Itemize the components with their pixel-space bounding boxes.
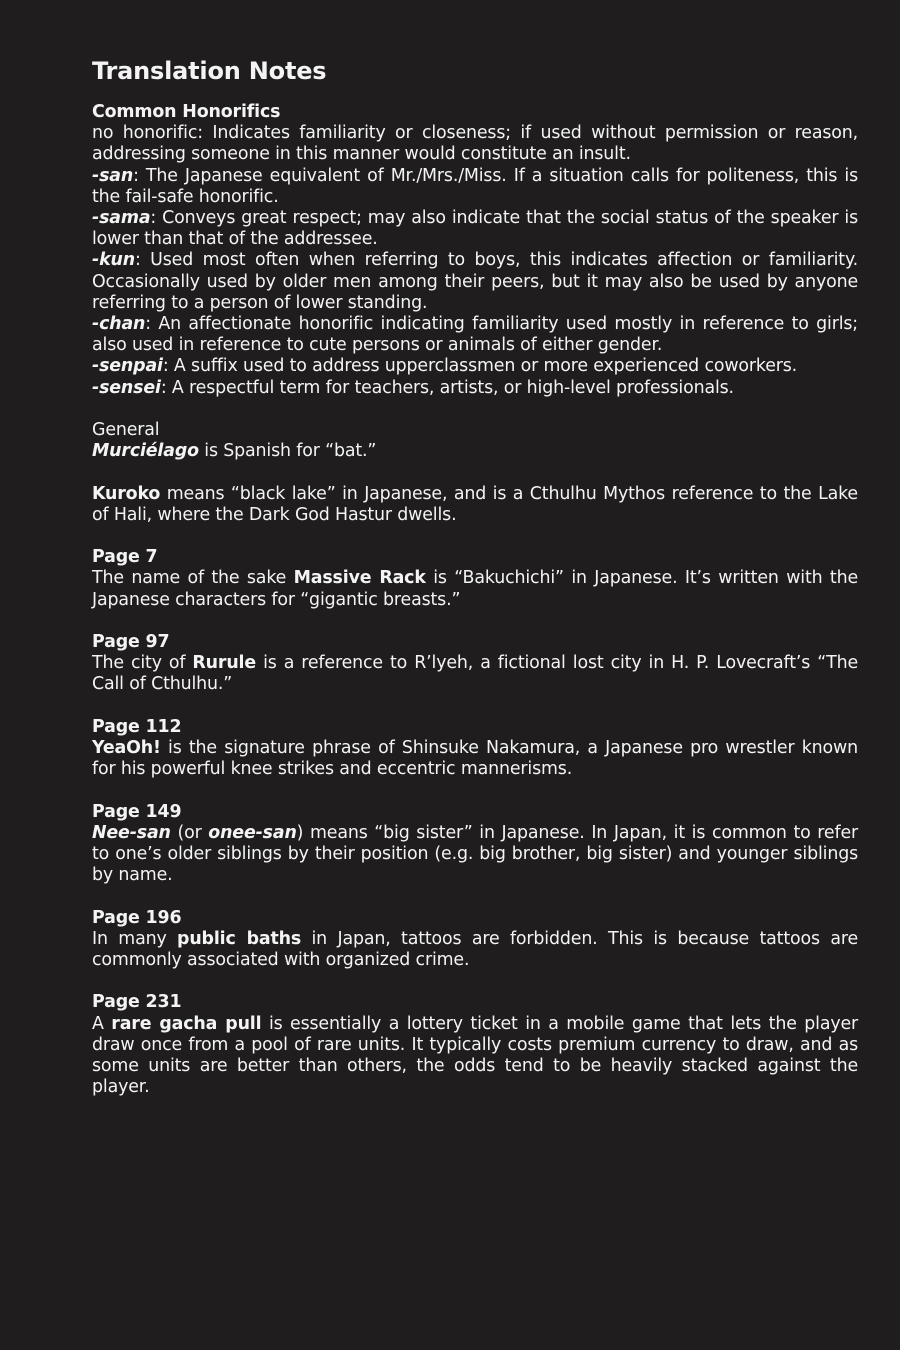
page-97-post: is a reference to R’lyeh, a fictional lost city in H. P. Lovecraft’s “The Call of Cthulhu.” bbox=[92, 653, 858, 695]
page-97-term: Rurule bbox=[192, 653, 257, 674]
general-section bbox=[92, 420, 858, 462]
page-97-heading: Page 97 bbox=[92, 632, 170, 653]
spacer bbox=[92, 611, 858, 632]
page-231-pre: A bbox=[92, 1013, 112, 1034]
kun-definition: : Used most often when referring to boys, this indicates affection or familiarity. Occasionally used by older men among their peers, but it may also be used by anyone referring to a person of lower standing. bbox=[92, 250, 858, 313]
page-196-heading: Page 196 bbox=[92, 907, 182, 928]
senpai-definition: : A suffix used to address upperclassmen or more experienced coworkers. bbox=[162, 356, 798, 377]
kun-term: -kun bbox=[92, 250, 135, 271]
page-97-pre: The city of bbox=[92, 653, 193, 674]
sensei-definition: : A respectful term for teachers, artists, or high-level professionals. bbox=[160, 377, 734, 398]
page-231-term: rare gacha pull bbox=[111, 1013, 262, 1034]
page-7-heading: Page 7 bbox=[92, 547, 158, 568]
page-149-note bbox=[92, 802, 858, 887]
page-149-term2: onee-san bbox=[208, 822, 297, 843]
page-149-term: Nee-san bbox=[92, 822, 171, 843]
page-196-pre: In many bbox=[92, 928, 178, 949]
translation-notes-page bbox=[92, 54, 858, 1098]
general-heading: General bbox=[92, 420, 160, 441]
page-97-note bbox=[92, 632, 858, 696]
san-term: -san bbox=[92, 165, 134, 186]
page-149-mid: (or bbox=[170, 822, 209, 843]
kuroko-definition: means “black lake” in Japanese, and is a Cthulhu Mythos reference to the Lake of Hali, where the Dark God Hastur dwells. bbox=[92, 483, 858, 525]
honorifics-section bbox=[92, 102, 858, 399]
kuroko-term: Kuroko bbox=[92, 483, 161, 504]
murcielago-definition: is Spanish for “bat.” bbox=[198, 441, 377, 462]
page-231-post: is essentially a lottery ticket in a mobile game that lets the player draw once from a pool of rare units. It typically costs premium currency to draw, and as some units are better than others, the odds tend to be heavily stacked against the player. bbox=[92, 1013, 859, 1098]
no-honorific-note: no honorific: Indicates familiarity or closeness; if used without permission or reason, addressing someone in this manner would constitute an insult. bbox=[92, 123, 858, 165]
spacer bbox=[92, 696, 858, 717]
murcielago-term: Murciélago bbox=[92, 441, 199, 462]
page-7-pre: The name of the sake bbox=[92, 568, 294, 589]
senpai-term: -senpai bbox=[92, 356, 163, 377]
san-definition: : The Japanese equivalent of Mr./Mrs./Miss. If a situation calls for politeness, this is the fail-safe honorific. bbox=[92, 165, 858, 207]
page-112-post: is the signature phrase of Shinsuke Nakamura, a Japanese pro wrestler known for his powerful knee strikes and eccentric mannerisms. bbox=[92, 738, 858, 780]
spacer bbox=[92, 886, 858, 907]
page-112-term: YeaOh! bbox=[92, 738, 161, 759]
sama-definition: : Conveys great respect; may also indicate that the social status of the speaker is lower than that of the addressee. bbox=[92, 208, 858, 250]
page-231-note bbox=[92, 992, 858, 1098]
spacer bbox=[92, 526, 858, 547]
kuroko-note bbox=[92, 484, 858, 526]
spacer bbox=[92, 462, 858, 483]
page-196-post: in Japan, tattoos are forbidden. This is because tattoos are commonly associated with organized crime. bbox=[92, 928, 858, 971]
page-7-post: is “Bakuchichi” in Japanese. It’s written with the Japanese characters for “gigantic breasts.” bbox=[92, 568, 859, 610]
page-196-note bbox=[92, 908, 858, 972]
spacer bbox=[92, 780, 858, 801]
chan-definition: : An affectionate honorific indicating familiarity used mostly in reference to girls; also used in reference to cute persons or animals of either gender. bbox=[92, 314, 858, 356]
sensei-term: -sensei bbox=[92, 377, 161, 398]
page-149-post: ) means “big sister” in Japanese. In Japan, it is common to refer to one’s older siblings by their position (e.g. big brother, big sister) and younger siblings by name. bbox=[92, 822, 858, 886]
page-196-term: public baths bbox=[177, 928, 302, 949]
chan-term: -chan bbox=[92, 314, 146, 335]
page-149-heading: Page 149 bbox=[92, 801, 182, 822]
page-231-heading: Page 231 bbox=[92, 992, 182, 1013]
page-7-term: Massive Rack bbox=[293, 568, 426, 589]
page-7-note bbox=[92, 547, 858, 611]
page-112-heading: Page 112 bbox=[92, 716, 182, 737]
page-title: Translation Notes bbox=[92, 57, 327, 85]
spacer bbox=[92, 971, 858, 992]
sama-term: -sama bbox=[92, 208, 151, 229]
spacer bbox=[92, 399, 858, 420]
honorifics-heading: Common Honorifics bbox=[92, 102, 281, 122]
page-112-note bbox=[92, 717, 858, 781]
